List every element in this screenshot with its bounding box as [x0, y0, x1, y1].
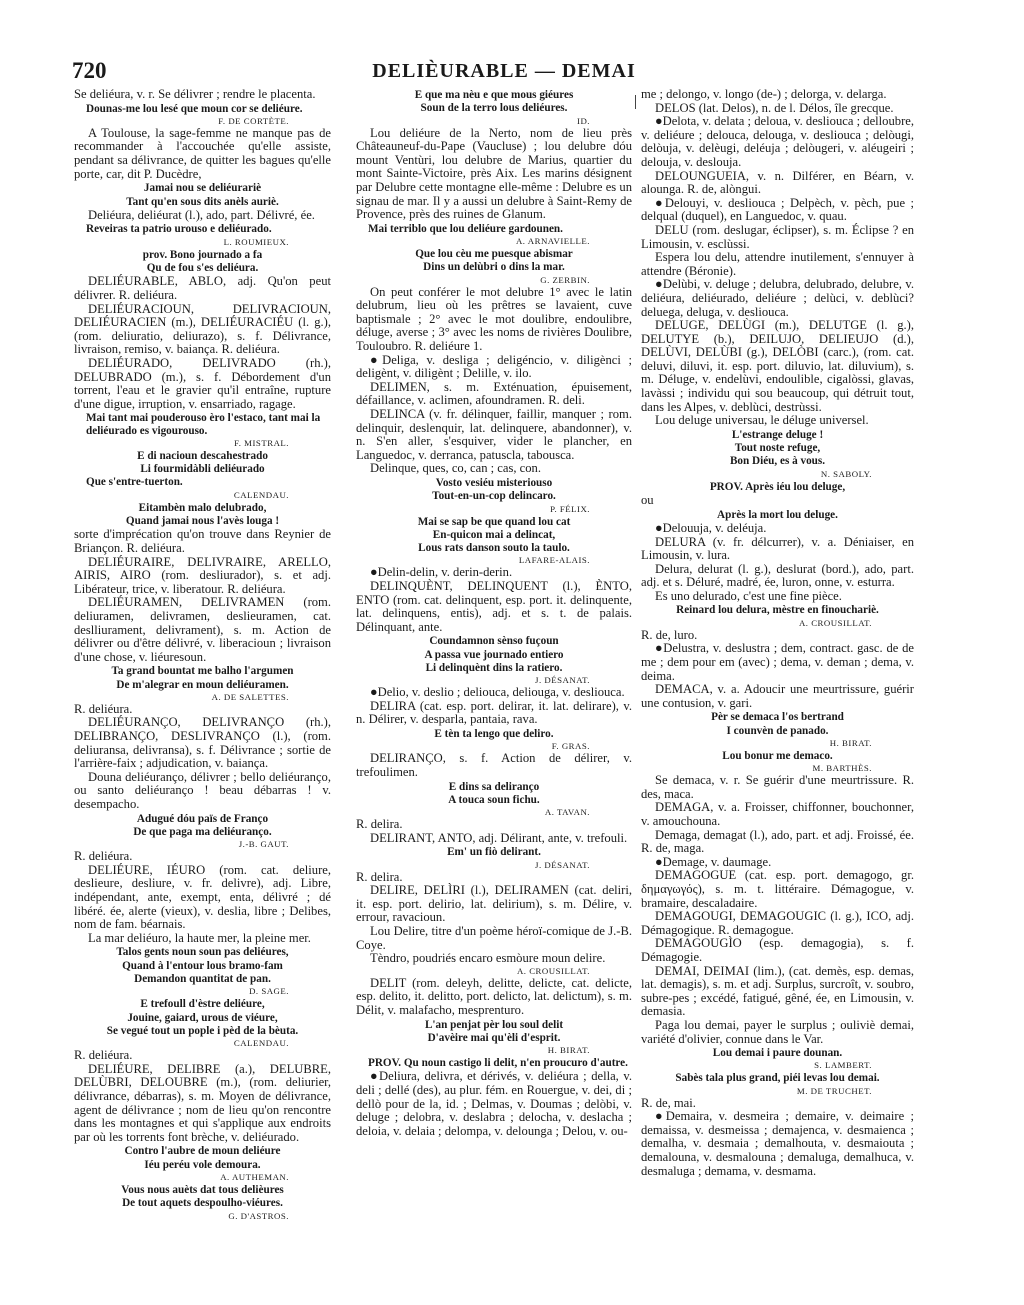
entry-paragraph: DELUGE, DELÙGI (m.), DELUTGE (l. g.), DELUTYE (b.), DEILUJO, DELIEUJO (d.), DELÙVI, DELÙBI (g.), DELÒBI (carc.), (rom. cat. deluvi, diluvi, it. esp. port. diluvio, lat. diluvium), s. m. Déluge, v. endelùvi, endoulible, cigalòssi, glavas, lavàssi ; individu qui sou beaucoup, qui détruit tout, dans les Alpes, v. deblùci, destrùssi.: [641, 318, 914, 414]
entry-paragraph: ou: [641, 493, 654, 508]
entry-paragraph: DELOUNGUEIA, v. n. Dilférer, en Béarn, v. alounga. R. de, alòngui.: [641, 168, 914, 197]
entry-paragraph: DEMAGOUGI, DEMAGOUGIC (l. g.), ICO, adj. Démagogique. R. demagogue.: [641, 909, 914, 937]
citation-author: ID.: [577, 115, 590, 126]
quoted-verse: Quand à l'entour lous bramo-fam: [122, 959, 283, 972]
citation-author: A. AUTHEMAN.: [220, 1171, 289, 1182]
quoted-verse: Adugué dóu païs de Franço: [136, 812, 269, 825]
entry-paragraph: ●Deliga, v. desliga ; deligéncio, v. diligènci ; deligènt, v. diligènt ; Delille, v. ilo.: [356, 352, 632, 381]
quoted-verse: Reveiras ta patrio urouso e deliéurado.: [86, 223, 272, 236]
running-title: DELIÈURABLE — DEMAI: [372, 60, 636, 82]
quoted-verse: I counvèn de panado.: [726, 724, 829, 737]
citation-author: A. CROUSILLAT.: [516, 965, 590, 976]
entry-paragraph: sorte d'imprécation qu'on trouve dans Reynier de Briançon. R. deliéura.: [74, 527, 331, 555]
citation-author: J. DÉSANAT.: [535, 675, 590, 686]
quoted-verse: A passa vue journado entiero: [424, 648, 564, 661]
quoted-verse: Pèr se demaca l'os bertrand: [711, 711, 844, 724]
quoted-verse: D'avèire mai qu'èli d'esprit.: [427, 1031, 561, 1044]
quoted-verse: Mai terriblo que lou deliéure gardounen.: [368, 222, 563, 235]
entry-paragraph: Paga lou demai, payer le surplus ; ouliviè demai, variété d'olivier, connue dans le Var.: [641, 1017, 914, 1046]
entry-paragraph: R. deliéura.: [74, 701, 133, 716]
entry-paragraph: DELIÉURAIRE, DELIVRAIRE, ARELLO, AIRIS, AIRO (rom. desliurador), s. et adj. Libérateur, trice, v. liberatour. R. deliéura.: [74, 554, 331, 596]
quoted-verse: Li delinquènt dins la ratiero.: [425, 662, 563, 674]
entry-paragraph: DELIÉURADO, DELIVRADO (rh.), DELUBRADO (m.), s. f. Débordement d'un torrent, l'eau et le gravier qu'il entraîne, rupture d'une digue, irruption, v. ensarriado, ragage.: [74, 355, 331, 411]
citation-author: H. BIRAT.: [829, 737, 872, 748]
entry-paragraph: Douna deliéuranço, délivrer ; bello deliéuranço, ou santo deliéuranço ! beau débarras ! v. desempacho.: [74, 769, 331, 812]
quoted-verse: Reinard lou delura, mèstre en finouchariè.: [676, 604, 879, 617]
quoted-verse: Vosto vesiéu misteriouso: [435, 476, 553, 489]
citation-author: N. SABOLY.: [820, 468, 872, 479]
quoted-verse: Tout-en-un-cop delincaro.: [432, 490, 556, 503]
quoted-verse: Iéu peréu vole demoura.: [144, 1158, 261, 1171]
quoted-verse: Talos gents noun soun pas deliéures,: [116, 946, 289, 959]
quoted-verse: Que s'entre-tuerton.: [86, 476, 183, 489]
entry-paragraph: Espera lou delu, attendre inutilement, s'ennuyer à attendre (Béronie).: [641, 250, 914, 278]
entry-paragraph: La mar deliéuro, la haute mer, la pleine mer.: [88, 930, 311, 945]
entry-paragraph: ●Delio, v. deslio ; deliouca, deliouga, v. desliouca.: [370, 685, 625, 700]
entry-paragraph: DELIÉURACIOUN, DELIVRACIOUN, DELIÉURACIEN (m.), DELIÉURACIÉU (l. g.), (rom. deliuratio, deliurazo), s. f. Délivrance, livraison, remiso, v. baiança. R. deliéura.: [74, 301, 331, 357]
entry-paragraph: R. delira.: [356, 869, 403, 884]
quoted-verse: De tout aquets despoulho-viéures.: [122, 1197, 283, 1210]
entry-paragraph: DELIÉURE, DELIBRE (a.), DELUBRE, DELÙBRI, DELOUBRE (m.), (rom. deliurier, délivrance, débarras), s. m. Moyen de délivrance, agent de délivrance ; nom de lieu qu'on rencontre dans les montagnes et qui s'applique aux endroits par où les torrents font brèche, v. deliéurado.: [74, 1061, 331, 1144]
citation-author: A. ARNAVIELLE.: [515, 236, 590, 247]
quoted-verse: Em' un fiò delirant.: [447, 846, 541, 859]
entry-paragraph: DEMAGOUGÌO (esp. demagogia), s. f. Démagogie.: [641, 936, 914, 964]
entry-paragraph: DELIRANT, ANTO, adj. Délirant, ante, v. trefouli.: [370, 830, 628, 845]
quoted-verse: Jamai nou se deliéurariè: [143, 182, 262, 195]
quoted-verse: Mai se sap be que quand lou cat: [417, 515, 571, 528]
entry-paragraph: ●Delouyi, v. desliouca ; Delpèch, v. pèch, pue ; delqual (duquel), en Languedoc, v. quau.: [641, 195, 914, 224]
entry-paragraph: R. de, luro.: [641, 627, 698, 642]
citation-author: A. CROUSILLAT.: [798, 617, 872, 628]
citation-author: F. MISTRAL.: [234, 437, 289, 448]
entry-paragraph: ●Delota, v. delata ; deloua, v. desliouca ; delloubre, v. deliéure ; delouca, delouga, v. desliouca ; delòugi, delòuja, v. delèugi, deléuja ; delòugeri, v. aléugeiri ; delouja, v. deslouja.: [641, 114, 914, 169]
entry-paragraph: DELIÉURABLE, ABLO, adj. Qu'on peut délivrer. R. deliéura.: [74, 274, 331, 302]
entry-paragraph: Tèndro, poudriés encaro esmòure moun delire.: [370, 951, 606, 966]
quoted-verse: Contro l'aubre de moun deliéure: [124, 1145, 281, 1158]
quoted-verse: Qu de fou s'es deliéura.: [146, 262, 259, 275]
quoted-verse: Demandon quantitat de pan.: [134, 972, 271, 985]
quoted-verse: Lou bonur me demaco.: [722, 749, 833, 762]
citation-author: L. ROUMIEUX.: [223, 236, 289, 247]
quoted-verse: A touca soun fichu.: [448, 793, 540, 806]
quoted-verse: Eitambèn malo delubrado,: [138, 501, 267, 514]
entry-paragraph: DELINCA (v. fr. délinquer, faillir, manquer ; rom. delinquir, deslenquir, lat. delinquere, abandonner), v. n. S'en aller, s'esquiver, vider le plancher, en Languedoc, v. derranca, patuscla, tabousca.: [356, 406, 632, 462]
citation-author: J.-B. GAUT.: [238, 839, 289, 850]
entry-paragraph: On peut conférer le mot delubre 1° avec le latin delubrum, lieu où les prêtres se lavaient, cuve baptismale ; 2° avec le mot doulibre, endoulibre, déluge, averse ; 3° avec les noms de rivières Doulibre, Touloubro. R. deliéure 1.: [356, 284, 632, 354]
quoted-verse: Lous rats danson souto la taulo.: [418, 542, 570, 555]
quoted-verse: PROV. Après iéu lou deluge,: [709, 480, 846, 493]
entry-paragraph: ●Delouuja, v. deléuja.: [655, 520, 767, 535]
column-rule: [635, 95, 636, 109]
citation-author: J. DÉSANAT.: [535, 859, 590, 870]
entry-paragraph: DELIRANÇO, s. f. Action de délirer, v. trefoulimen.: [356, 751, 632, 779]
entry-paragraph: ●Demaira, v. desmeira ; demaire, v. deimaire ; demaissa, v. desmeissa ; demajenca, v. desmaienca ; demalha, v. desmaia ; demalhouta, v. desmaiouta ; demalouna, v. desmalouna ; demaluga, demalhuca, v. desmaluga ; demama, v. desmama.: [641, 1109, 914, 1178]
entry-paragraph: Lou deliéure de la Nerto, nom de lieu près Châteauneuf-du-Pape (Vaucluse) ; lou delubre dóu mount Ventùri, lou delubre de Marius, quartier du mont Sainte-Victoire, près Aix. Les marins désignent par Delubre cette montagne elle-même : Delubre es un signau de mar. Il y a aussi un delubre à Saint-Remy de Provence, près des ruines de Glanum.: [356, 125, 632, 222]
quoted-verse: De que paga ma deliéuranço.: [133, 825, 272, 838]
quoted-verse: E que ma nèu e que mous giéures: [414, 89, 574, 101]
entry-paragraph: Demaga, demagat (l.), ado, part. et adj. Froissé, ée. R. de, maga.: [641, 827, 914, 856]
citation-author: H. BIRAT.: [547, 1045, 590, 1056]
entry-paragraph: DELIT (rom. deleyh, delitte, delicte, cat. delicte, esp. delito, it. delitto, port. delicto, lat. delictum), s. m. Délit, v. malafacho, mesprenturo.: [356, 975, 632, 1017]
entry-paragraph: R. delira.: [356, 817, 403, 832]
entry-paragraph: DEMAGOGUE (cat. esp. port. demagogo, gr. δημαγωγός), s. m. t. littéraire. Démagogue, v. bramaire, descaladaire.: [641, 868, 914, 910]
quoted-verse: PROV. Qu noun castigo li delit, n'en proucuro d'autre.: [368, 1057, 628, 1070]
quoted-verse: Quand jamai nous l'avès louga !: [125, 515, 280, 528]
quoted-verse: Que lou cèu me puesque abismar: [415, 248, 573, 261]
citation-author: M. BARTHÈS.: [812, 763, 872, 774]
entry-paragraph: ●Demage, v. daumage.: [655, 854, 772, 869]
entry-paragraph: me ; delongo, v. longo (de-) ; delorga, v. delarga.: [641, 87, 887, 101]
citation-author: M. DE TRUCHET.: [796, 1085, 872, 1096]
citation-author: D. SAGE.: [249, 986, 289, 997]
entry-paragraph: DELINQUÈNT, DELINQUENT (l.), ÈNTO, ENTO (rom. cat. delinquent, esp. port. it. delinquente, lat. delinquens, entis), adj. et s. t. de palais. Délinquant, ante.: [356, 579, 632, 634]
entry-paragraph: Lou deluge universau, le déluge universel.: [655, 413, 869, 428]
citation-author: CALENDAU.: [233, 489, 289, 500]
entry-paragraph: Deliéura, deliéurat (l.), ado, part. Délivré, ée.: [88, 207, 315, 222]
citation-author: F. GRAS.: [551, 741, 590, 752]
entry-paragraph: DELU (rom. deslugar, éclipser), s. m. Éclipse ? en Limousin, v. esclùssi.: [641, 222, 914, 251]
entry-paragraph: ●Delin-delin, v. derin-derin.: [370, 565, 513, 580]
quoted-verse: prov. Bono journado a fa: [142, 248, 263, 261]
entry-paragraph: A Toulouse, la sage-femme ne manque pas de recommander à l'accouchée qu'elle assiste, pendant sa délivrance, de quitter les bagues qu'elle porte, car, dit P. Ducèdre,: [74, 125, 331, 181]
entry-paragraph: DEMACA, v. a. Adoucir une meurtrissure, guérir une contusion, v. gari.: [641, 682, 914, 710]
entry-paragraph: DELIMEN, s. m. Exténuation, épuisement, défaillance, v. aclimen, afoundramen. R. deli.: [356, 379, 632, 408]
quoted-verse: Tant qu'en sous dits anèls auriè.: [126, 195, 279, 208]
column-left: [74, 88, 331, 1222]
quoted-verse: Sabès tala plus grand, piéi levas lou demai.: [675, 1072, 880, 1085]
entry-paragraph: DELIÉURE, IÉURO (rom. cat. deliure, deslieure, desliure, v. fr. delivre), adj. Libre, indépendant, ante, exempt, enta, délivré ; dé libéré. ée, alerte (vieux), v. deslia, libre ; Delibes, nom de fam. béarnais.: [74, 862, 331, 932]
page-number: 720: [72, 58, 107, 83]
entry-paragraph: Delura, delurat (l. g.), deslurat (bord.), ado, part. adj. et s. Déluré, madré, ée, luron, onne, v. esturra.: [641, 561, 914, 590]
quoted-verse: Coundamnon sènso fuçoun: [429, 635, 559, 648]
entry-paragraph: DELIÉURAMEN, DELIVRAMEN (rom. deliuramen, delivramen, deslieuramen, cat. deslliurament, delivrament), s. m. Action de délivrer ou d'être délivré, v. liberacioun ; livraison d'une chose, v. liéuresoun.: [74, 595, 331, 664]
citation-author: LAFARE-ALAIS.: [518, 555, 590, 566]
entry-paragraph: R. deliéura.: [74, 1048, 133, 1063]
citation-author: P. FÉLIX.: [550, 503, 590, 514]
entry-paragraph: Delinque, ques, co, can ; cas, con.: [370, 461, 542, 476]
quoted-verse: Tout noste refuge,: [734, 442, 821, 455]
citation-author: A. DE SALETTES.: [211, 691, 289, 702]
quoted-verse: E dins sa deliranço: [448, 780, 540, 793]
entry-paragraph: Se deliéura, v. r. Se délivrer ; rendre le placenta.: [74, 87, 316, 101]
citation-author: G. ZERBIN.: [540, 274, 590, 285]
citation-author: CALENDAU.: [233, 1038, 289, 1049]
quoted-verse: Jouine, gaiard, urous de viéure,: [127, 1011, 278, 1024]
quoted-verse: Soun de la terro lous deliéures.: [420, 102, 568, 115]
quoted-verse: L'an penjat pèr lou soul delit: [424, 1018, 564, 1031]
entry-paragraph: DELIRE, DELÌRI (l.), DELIRAMEN (cat. deliri, it. esp. port. delirio, lat. delirium), s. m. Délire, v. errour, ravacioun.: [356, 883, 632, 925]
entry-paragraph: DEMAI, DEIMAI (lim.), (cat. demès, esp. demas, lat. demagis), s. m. et adj. Surplus, surcroît, v. soubro, subre-pes ; excédé, fatigué, gêné, ée, en Limousin, v. demasia.: [641, 963, 914, 1019]
entry-paragraph: DELIRA (cat. esp. port. delirar, it. lat. delirare), v. n. Délirer, v. desparla, pantaia, rava.: [356, 698, 632, 727]
entry-paragraph: ●Delustra, v. deslustra ; dem, contract. gasc. de de me ; dem pour em (avec) ; dema, v. deman ; dema, v. deima.: [641, 641, 914, 683]
entry-paragraph: DELIÉURANÇO, DELIVRANÇO (rh.), DELIBRANÇO, DESLIVRANÇO (l.), (rom. deliuransa, delivransa), s. f. Délivrance ; sortie de l'arrière-faix ; adjudication, v. baiança.: [74, 715, 331, 771]
quoted-verse: Li fourmidàbli deliéurado: [140, 463, 265, 476]
quoted-verse: Vous nous auèts dat tous delièures: [121, 1183, 284, 1196]
quoted-verse: Se vegué tout un pople i pèd de la bèuta.: [106, 1024, 299, 1037]
quoted-verse: Bon Diéu, es à vous.: [729, 455, 826, 468]
quoted-verse: De m'alegrar en moun deliéuramen.: [116, 678, 289, 691]
quoted-verse: Ta grand bountat me balho l'argumen: [111, 665, 294, 678]
page-header: [72, 58, 936, 88]
quoted-verse: Dins un delùbri o dins la mar.: [423, 261, 565, 274]
entry-paragraph: Es uno delurado, c'est une fine pièce.: [655, 588, 842, 603]
entry-paragraph: R. deliéura.: [74, 849, 133, 864]
column-right: [641, 88, 914, 1178]
entry-paragraph: DEMAGA, v. a. Froisser, chiffonner, bouchonner, v. amouchouna.: [641, 800, 914, 829]
entry-paragraph: DELURA (v. fr. délcurrer), v. a. Déniaiser, en Limousin, v. lura.: [641, 534, 914, 563]
quoted-verse: E tèn ta lengo que deliro.: [434, 728, 554, 741]
entry-paragraph: R. de, mai.: [641, 1095, 696, 1110]
entry-paragraph: DELOS (lat. Delos), n. de l. Délos, île grecque.: [655, 100, 894, 115]
column-middle: [356, 88, 632, 1138]
quoted-verse: Après la mort lou deluge.: [717, 508, 838, 521]
entry-paragraph: ●Delùbi, v. deluge ; delubra, delubrado, delubre, v. deliéura, deliéurado, deliéure ; delùci, v. deblùci? deluega, deluga, v. desliouca.: [641, 277, 914, 319]
quoted-verse: En-quicon mai a delincat,: [432, 528, 556, 541]
quoted-verse: E trefoull d'èstre deliéure,: [140, 998, 265, 1011]
entry-paragraph: Lou Delire, titre d'un poème héroï-comique de J.-B. Coye.: [356, 924, 632, 952]
citation-author: G. D'ASTROS.: [228, 1210, 289, 1221]
entry-paragraph: ●Deliura, delivra, et dérivés, v. deliéura ; della, v. deli ; dellé (des), au plur. fém. en Rouergue, v. dei, di ; dellò pour de la, id. ; Delmas, v. Doumas ; delòbi, v. deluge ; delobra, v. deslabra ; delocha, v. deslacha ; deloia, v. delaia ; delompa, v. delounga ; Delou, v. ou-: [356, 1069, 632, 1138]
entry-paragraph: Se demaca, v. r. Se guérir d'une meurtrissure. R. des, maca.: [641, 773, 914, 801]
quoted-verse: Lou demai i paure dounan.: [712, 1047, 843, 1060]
quoted-verse: L'estrange deluge !: [731, 428, 824, 441]
citation-author: A. TAVAN.: [544, 807, 590, 818]
quoted-verse: E di nacioun descahestrado: [137, 449, 268, 462]
citation-author: S. LAMBERT.: [814, 1060, 872, 1071]
quoted-verse: Dounas-me lou lesé que moun cor se deliéure.: [86, 102, 303, 115]
quoted-verse: Mai tant mai pouderouso èro l'estaco, tant mai la deliéurado es vigourouso.: [86, 412, 321, 437]
citation-author: F. DE CORTÈTE.: [218, 115, 289, 126]
